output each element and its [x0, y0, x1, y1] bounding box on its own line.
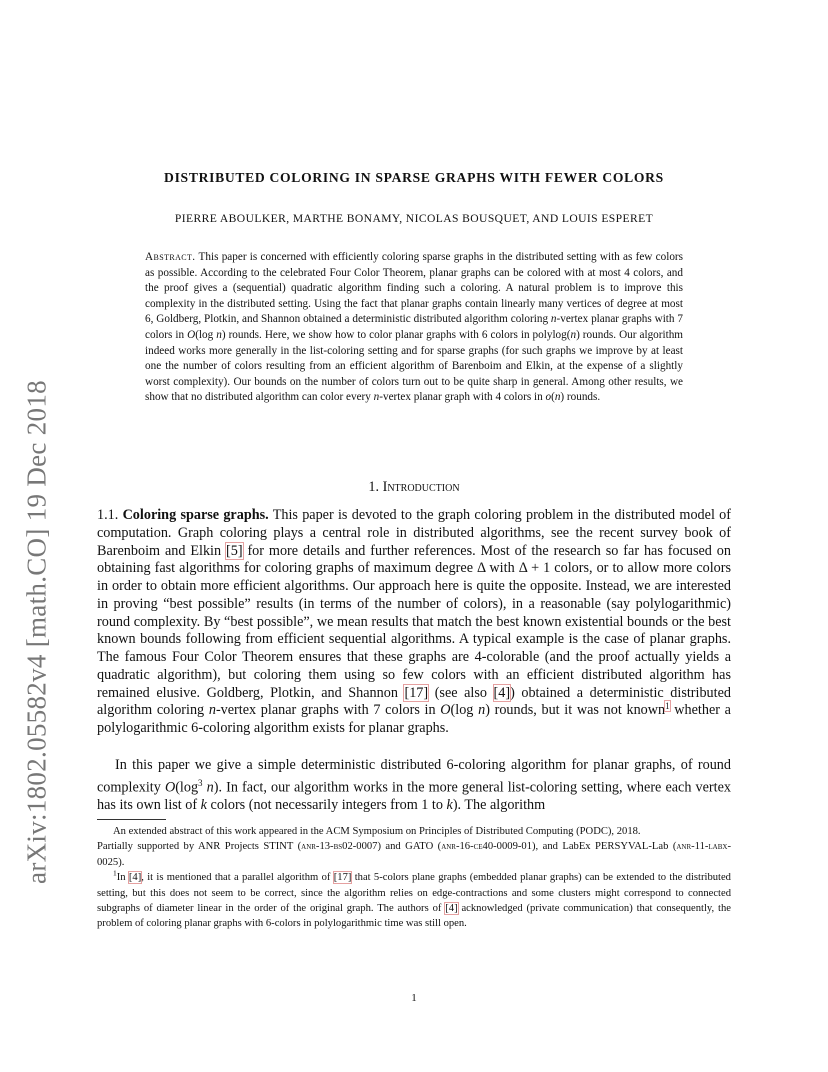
footnote-marker[interactable]: 1 [665, 700, 670, 711]
page-number: 1 [411, 992, 417, 1004]
citation-link[interactable]: [4] [445, 903, 458, 915]
citation-link[interactable]: [17] [333, 872, 352, 884]
intro-paragraph-2: In this paper we give a simple deterministic distributed 6-coloring algorithm for planar graphs, of round complexity $O(\log^3$ n). In fact, our algorithm works in the more general list-coloring setting, where each vertex has its own list of k colors (not necessarily integers from 1 to k). The algorithm [97, 757, 731, 814]
footnote-1: $^1$In [4], it is mentioned that a parallel algorithm of [17] that 5-colors plane graphs (embedded planar graphs) can be extended to the distributed setting, but this does not seem to be correct, since the algorithm relies on edge-contractions and some clusters might correspond to connected subgraphs of diameter linear in the order of the original graph. The authors of [4] acknowledged (private communication) that consequently, the problem of coloring planar graphs with 6-colors in polylogarithmic time was still open. [97, 868, 731, 930]
footnotes [97, 824, 731, 932]
subsection-heading: Coloring sparse graphs. [122, 507, 269, 523]
author-list: PIERRE ABOULKER, MARTHE BONAMY, NICOLAS BOUSQUET, AND LOUIS ESPERET [174, 212, 654, 225]
abstract: Abstract. This paper is concerned with efficiently coloring sparse graphs in the distributed setting with as few colors as possible. According to the celebrated Four Color Theorem, planar graphs can be colored with at most 4 colors, and the proof gives a (sequential) quadratic algorithm finding such a coloring. A natural problem is to improve this complexity in the distributed setting. Using the fact that planar graphs contain linearly many vertices of degree at most 6, Goldberg, Plotkin, and Shannon obtained a deterministic distributed algorithm coloring n-vertex planar graphs with 7 colors in O(log n) rounds. Here, we show how to color planar graphs with 6 colors in polylog(n) rounds. Our algorithm indeed works more generally in the list-coloring setting and for sparse graphs (for such graphs we improve by at least one the number of colors resulting from an efficient algorithm of Barenboim and Elkin, at the expense of a slightly worst complexity). Our bounds on the number of colors turn out to be quite sharp in general. Among other results, we show that no distributed algorithm can color every n-vertex planar graph with 4 colors in o(n) rounds. [145, 251, 683, 404]
intro-paragraph-1: 1.1. Coloring sparse graphs. This paper is devoted to the graph coloring problem in the distributed model of computation. Graph coloring plays a central role in distributed algorithms, see the recent survey book of Barenboim and Elkin [5] for more details and further references. Most of the research so far has focused on obtaining fast algorithms for coloring graphs of maximum degree Δ with Δ + 1 colors, or to allow more colors in order to obtain more efficient algorithms. Our approach here is quite the opposite. Instead, we are interested in proving “best possible” results (in terms of the number of colors), in a reasonable (say polylogarithmic) round complexity. By “best possible”, we mean results that match the best known existential bounds or the best known bounds following from efficient sequential algorithms. A typical example is the case of planar graphs. The famous Four Color Theorem ensures that these graphs are 4-colorable (and the proof actually yields a quadratic algorithm), but coloring them using so few colors with an efficient distributed algorithm has remained elusive. Goldberg, Plotkin, and Shannon [17] (see also [4]) obtained a deterministic distributed algorithm coloring n-vertex planar graphs with 7 colors in O(log n) rounds, but it was not known$^1$ whether a polylogarithmic 6-coloring algorithm exists for planar graphs. [97, 507, 731, 736]
abstract-label: Abstract. [145, 251, 196, 263]
paper-title: DISTRIBUTED COLORING IN SPARSE GRAPHS WITH FEWER COLORS [164, 170, 664, 185]
citation-link[interactable]: [17] [404, 684, 429, 701]
citation-link[interactable]: [4] [493, 684, 511, 701]
footnote-divider [97, 819, 166, 820]
section-heading: 1. Introduction [368, 479, 460, 495]
citation-link[interactable]: [4] [128, 872, 142, 884]
citation-link[interactable]: [5] [226, 542, 243, 559]
arxiv-identifier: arXiv:1802.05582v4 [math.CO] 19 Dec 2018 [21, 380, 52, 884]
footnote-extended-abstract: An extended abstract of this work appeared in the ACM Symposium on Principles of Distributed Computing (PODC), 2018. [113, 826, 641, 837]
footnote-funding: Partially supported by ANR Projects STINT (anr-13-bs02-0007) and GATO (anr-16-ce40-0009-01), and LabEx PERSYVAL-Lab (anr-11-labx-0025). [97, 841, 731, 868]
